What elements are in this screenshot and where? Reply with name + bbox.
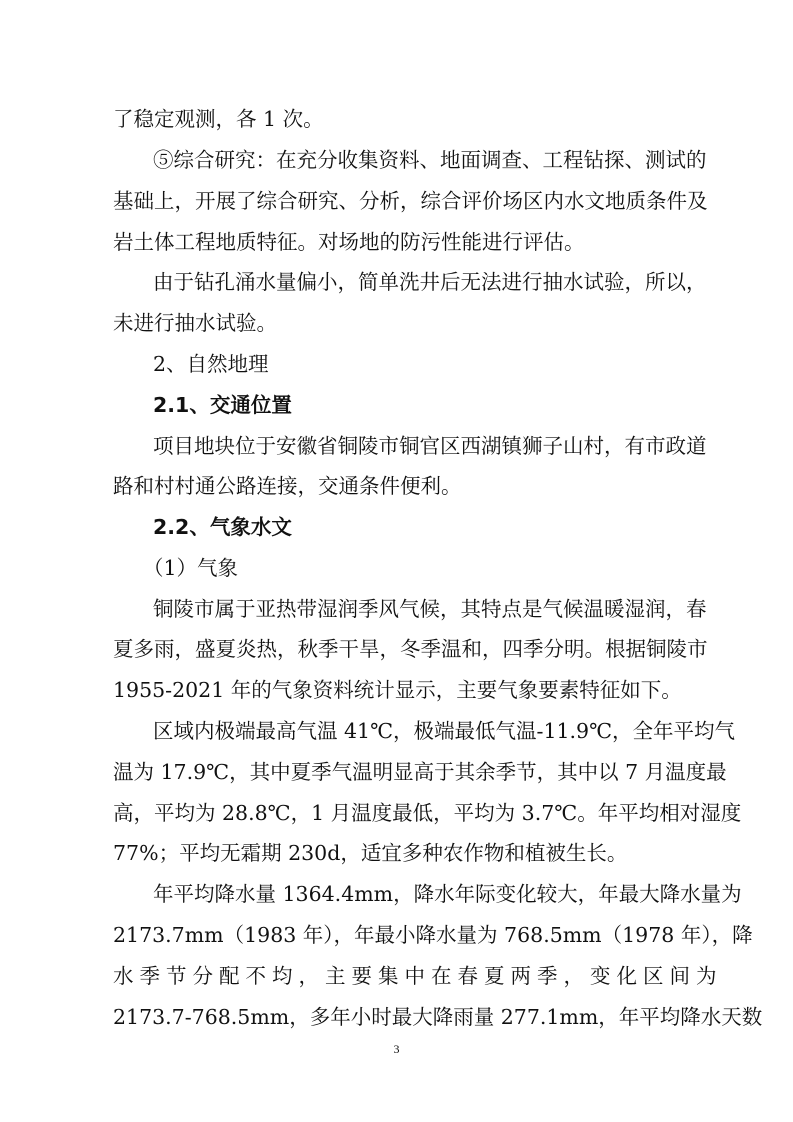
- text-line: 2173.7-768.5mm，多年小时最大降雨量 277.1mm，年平均降水天数: [113, 1005, 763, 1029]
- text-line: 温为 17.9℃，其中夏季气温明显高于其余季节，其中以 7 月温度最: [113, 760, 727, 784]
- text-line: 77%；平均无霜期 230d，适宜多种农作物和植被生长。: [113, 841, 628, 865]
- text-line: 由于钻孔涌水量偏小，简单洗井后无法进行抽水试验，所以，: [153, 270, 707, 294]
- text-line: 基础上，开展了综合研究、分析，综合评价场区内水文地质条件及: [113, 189, 708, 213]
- text-line: 铜陵市属于亚热带湿润季风气候，其特点是气候温暖湿润，春: [153, 597, 707, 621]
- text-line: ⑤综合研究：在充分收集资料、地面调查、工程钻探、测试的: [153, 148, 707, 172]
- text-line: 夏多雨，盛夏炎热，秋季干旱，冬季温和，四季分明。根据铜陵市: [113, 637, 708, 661]
- subsection-heading: 2.1、交通位置: [153, 393, 292, 417]
- text-line: 路和村村通公路连接，交通条件便利。: [113, 474, 462, 498]
- text-line: 2173.7mm（1983 年），年最小降水量为 768.5mm（1978 年），降: [113, 923, 753, 947]
- text-line: 岩土体工程地质特征。对场地的防污性能进行评估。: [113, 230, 585, 254]
- text-line: 区域内极端最高气温 41℃，极端最低气温-11.9℃，全年平均气: [153, 719, 736, 743]
- text-line: 未进行抽水试验。: [113, 311, 277, 335]
- text-line: 高，平均为 28.8℃，1 月温度最低，平均为 3.7℃。年平均相对湿度: [113, 801, 742, 825]
- section-heading: 2、自然地理: [153, 352, 269, 376]
- text-line: 了稳定观测，各 1 次。: [113, 107, 324, 131]
- subsection-heading: 2.2、气象水文: [153, 515, 292, 539]
- text-line: 1955-2021 年的气象资料统计显示，主要气象要素特征如下。: [113, 678, 682, 702]
- text-line: 年平均降水量 1364.4mm，降水年际变化较大，年最大降水量为: [153, 882, 742, 906]
- page-number: 3: [393, 1042, 400, 1056]
- text-line: 项目地块位于安徽省铜陵市铜官区西湖镇狮子山村，有市政道: [153, 434, 707, 458]
- text-line: 水季节分配不均，主要集中在春夏两季，变化区间为: [113, 964, 723, 988]
- item-heading: （1）气象: [143, 556, 239, 580]
